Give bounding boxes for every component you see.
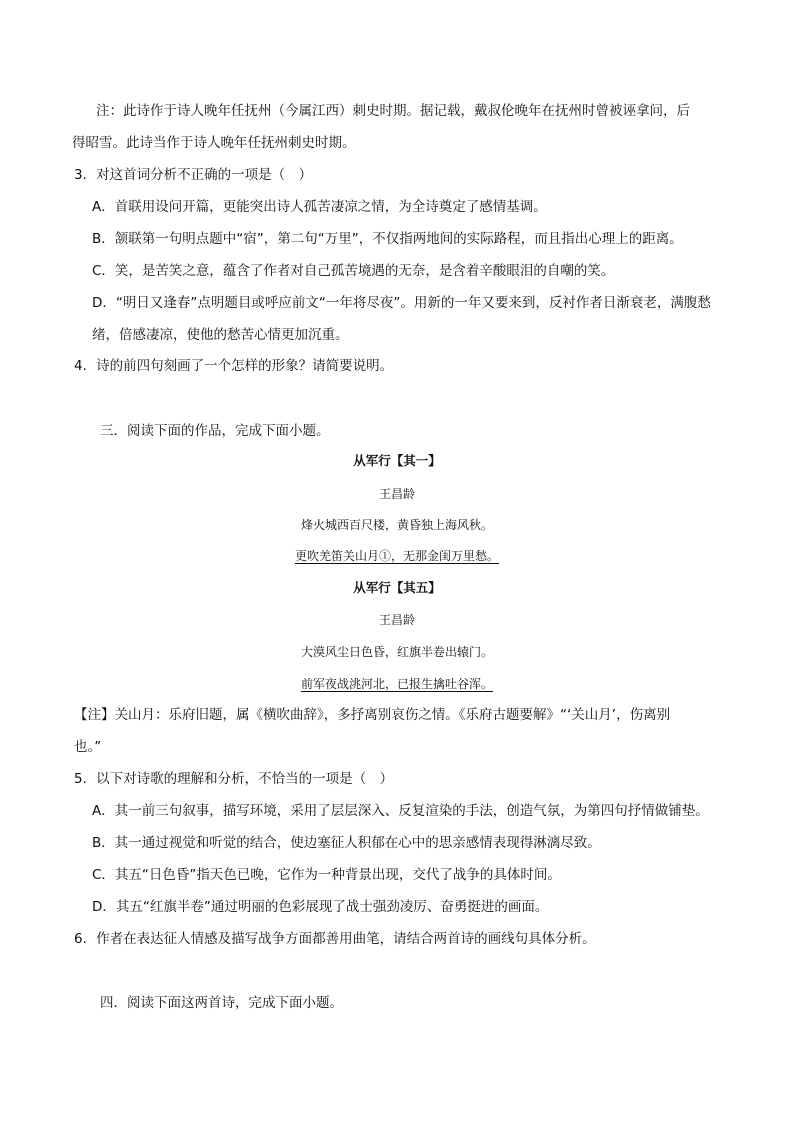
question-3-option-b: B．颔联第一句明点题中“宿”，第二句“万里”，不仅指两地间的实际路程，而且指出心理上的距离。 <box>92 231 683 247</box>
question-5-option-d: D．其五“红旗半卷”通过明丽的色彩展现了战士强劲凌厉、奋勇挺进的画面。 <box>92 899 549 915</box>
question-3-option-d-line-2: 绪，倍感凄凉，使他的愁苦心情更加沉重。 <box>92 327 349 343</box>
note-top-line-1: 注：此诗作于诗人晚年任抚州（今属江西）刺史时期。据记载，戴叔伦晚年在抚州时曾被诬拿问，后 <box>96 103 690 119</box>
question-5-option-c: C．其五“日色昏”指天色已晚，它作为一种背景出现，交代了战争的具体时间。 <box>92 867 561 883</box>
poem-1-line-1: 烽火城西百尺楼，黄昏独上海风秋。 <box>300 518 493 532</box>
question-6-stem: 6．作者在表达征人情感及描写战争方面都善用曲笔，请结合两首诗的画线句具体分析。 <box>74 931 596 947</box>
question-5-option-a: A．其一前三句叙事，描写环境，采用了层层深入、反复渲染的手法，创造气氛，为第四句抒情做铺垫。 <box>92 803 709 819</box>
section-4-heading: 四．阅读下面这两首诗，完成下面小题。 <box>100 995 343 1011</box>
poem-2-title: 从军行【其五】 <box>353 580 441 595</box>
note-top-line-2: 得昭雪。此诗当作于诗人晚年任抚州刺史时期。 <box>72 135 356 151</box>
poem-2-line-2-underlined: 前军夜战洮河北，已报生擒吐谷浑。 <box>300 677 493 691</box>
poem-2-author: 王昌龄 <box>378 613 415 627</box>
question-3-option-c: C．笑，是苦笑之意，蕴含了作者对自己孤苦境遇的无奈，是含着辛酸眼泪的自嘲的笑。 <box>92 263 615 279</box>
question-5-option-b: B．其一通过视觉和听觉的结合，使边塞征人积郁在心中的思亲感情表现得淋漓尽致。 <box>92 835 601 851</box>
question-3-stem: 3．对这首词分析不正确的一项是（ ） <box>74 167 313 183</box>
section-3-heading: 三．阅读下面的作品，完成下面小题。 <box>100 423 330 439</box>
question-3-option-d-line-1: D．“明日又逢春”点明题目或呼应前文“一年将尽夜”。用新的一年又要来到，反衬作者日渐衰老，满腹愁 <box>92 295 711 311</box>
poem-1-line-2-underlined: 更吹羌笛关山月①，无那金闺万里愁。 <box>294 549 499 563</box>
question-3-option-a: A．首联用设问开篇，更能突出诗人孤苦凄凉之情，为全诗奠定了感情基调。 <box>92 199 547 215</box>
question-5-stem: 5．以下对诗歌的理解和分析，不恰当的一项是（ ） <box>74 771 394 787</box>
section-3-note-line-2: 也。” <box>74 739 102 755</box>
section-3-note-line-1: 【注】关山月：乐府旧题，属《横吹曲辞》，多抒离别哀伤之情。《乐府古题要解》“‘关山月’，伤离别 <box>74 707 671 723</box>
poem-1-title: 从军行【其一】 <box>353 453 441 468</box>
poem-1-author: 王昌龄 <box>378 487 415 501</box>
question-4-stem: 4．诗的前四句刻画了一个怎样的形象？请简要说明。 <box>74 358 394 374</box>
poem-2-line-1: 大漠风尘日色昏，红旗半卷出辕门。 <box>300 645 493 659</box>
